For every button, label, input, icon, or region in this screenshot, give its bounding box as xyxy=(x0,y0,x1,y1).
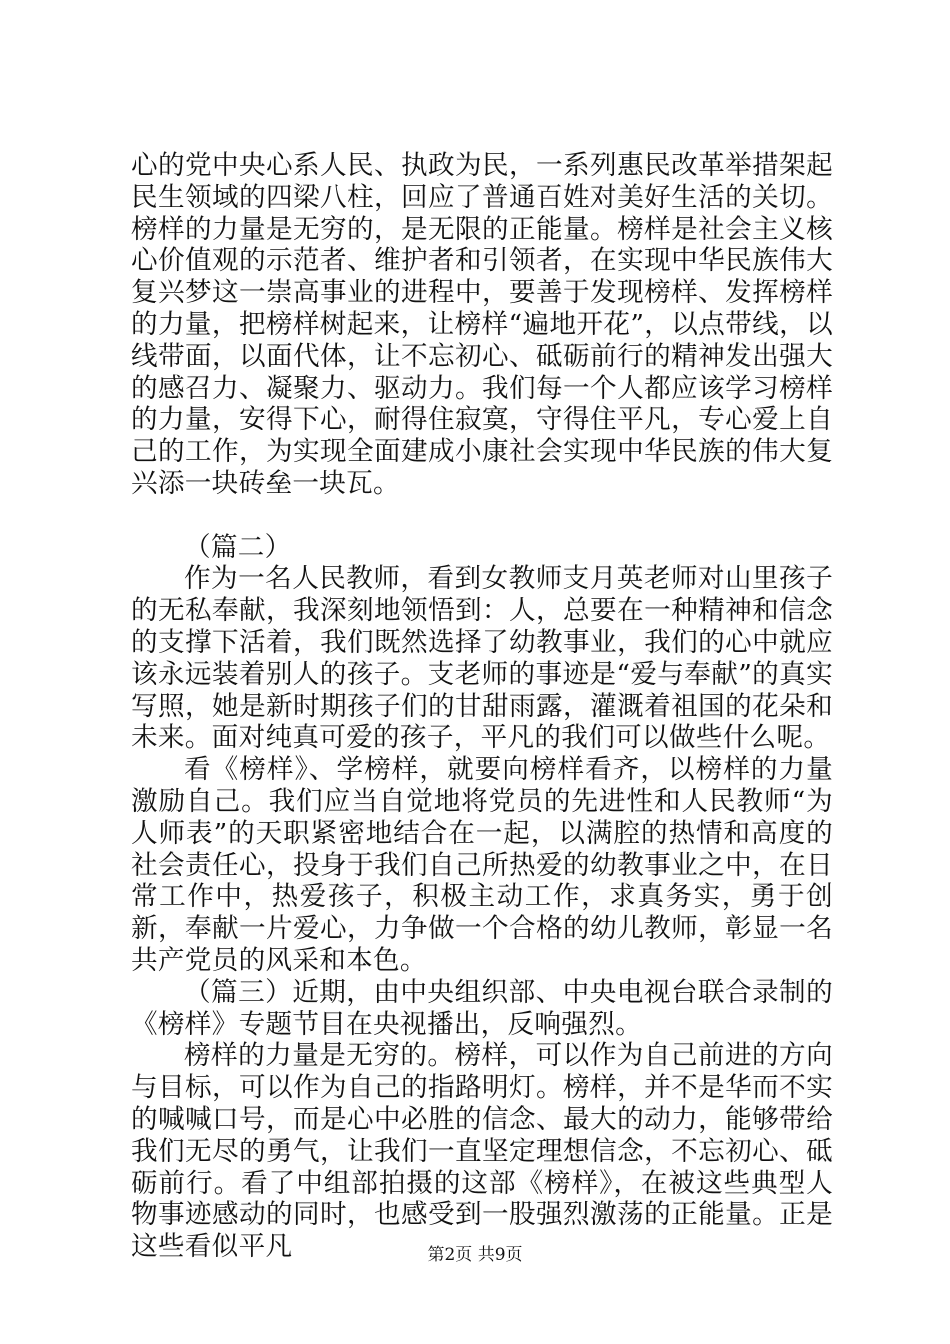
page-footer: 第2页 共9页 xyxy=(427,1245,523,1265)
paragraph-part-three-1: 榜样的力量是无穷的。榜样，可以作为自己前进的方向与目标，可以作为自己的指路明灯。榜样，并不是华而不实的喊喊口号，而是心中必胜的信念、最大的动力，能够带给我们无尽的勇气，让我们一直坚定理想信念，不忘初心、砥砺前行。看了中组部拍摄的这部《榜样》，在被这些典型人物事迹感动的同时，也感受到一股强烈激荡的正能量。正是这些看似平凡 xyxy=(131,1040,833,1263)
section-heading-part-two: （篇二） xyxy=(184,531,292,563)
paragraph-continuation: 心的党中央心系人民、执政为民，一系列惠民改革举措架起民生领域的四梁八柱，回应了普通百姓对美好生活的关切。榜样的力量是无穷的，是无限的正能量。榜样是社会主义核心价值观的示范者、维护者和引领者，在实现中华民族伟大复兴梦这一崇高事业的进程中，要善于发现榜样、发挥榜样的力量，把榜样树起来，让榜样“遍地开花”，以点带线，以线带面，以面代体，让不忘初心、砥砺前行的精神发出强大的感召力、凝聚力、驱动力。我们每一个人都应该学习榜样的力量，安得下心，耐得住寂寞，守得住平凡，专心爱上自己的工作，为实现全面建成小康社会实现中华民族的伟大复兴添一块砖垒一块瓦。 xyxy=(131,150,833,499)
paragraph-part-two-2: 看《榜样》、学榜样，就要向榜样看齐，以榜样的力量激励自己。我们应当自觉地将党员的先进性和人民教师“为人师表”的天职紧密地结合在一起，以满腔的热情和高度的社会责任心，投身于我们自己所热爱的幼教事业之中，在日常工作中，热爱孩子，积极主动工作，求真务实，勇于创新，奉献一片爱心，力争做一个合格的幼儿教师，彰显一名共产党员的风采和本色。 xyxy=(131,754,833,976)
paragraph-part-three-intro: （篇三）近期，由中央组织部、中央电视台联合录制的《榜样》专题节目在央视播出，反响强烈。 xyxy=(131,976,833,1040)
section-spacer xyxy=(131,500,833,532)
document-body xyxy=(131,150,833,1263)
paragraph-part-two-1: 作为一名人民教师，看到女教师支月英老师对山里孩子的无私奉献，我深刻地领悟到：人，总要在一种精神和信念的支撑下活着，我们既然选择了幼教事业，我们的心中就应该永远装着别人的孩子。支老师的事迹是“爱与奉献”的真实写照，她是新时期孩子们的甘甜雨露，灌溉着祖国的花朵和未来。面对纯真可爱的孩子，平凡的我们可以做些什么呢。 xyxy=(131,563,833,754)
